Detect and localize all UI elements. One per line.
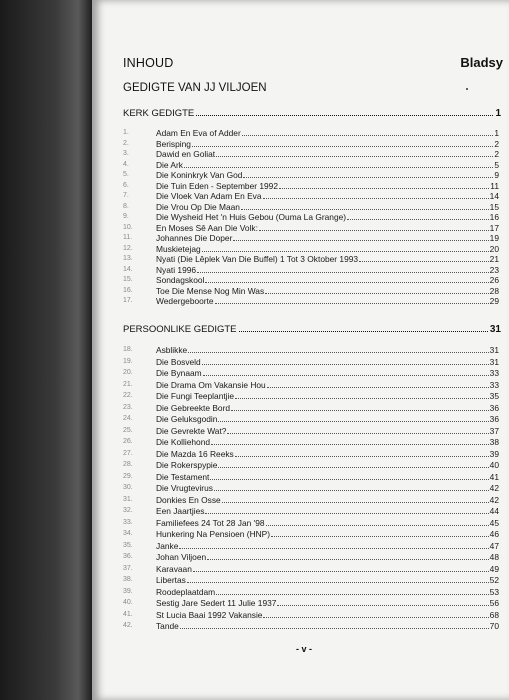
entry-title: Karavaan [156, 563, 192, 574]
entry-page: 17 [489, 222, 499, 233]
entry-title: Een Jaartjies [156, 506, 205, 516]
entry-title: Hunkering Na Pensioen (HNP) [156, 529, 271, 539]
dot-leader [242, 135, 494, 136]
entry-number: 13. [123, 255, 133, 262]
dot-leader [239, 331, 488, 332]
dot-leader [210, 479, 488, 480]
entry-page: 28 [489, 285, 499, 296]
entry-title: Roodeplaatdam [156, 586, 216, 597]
entry-number: 40. [123, 599, 133, 606]
entry-page: 20 [489, 243, 499, 254]
section-page: 1 [495, 108, 501, 119]
entry-number: 15. [123, 276, 133, 283]
entry-page: 5 [494, 159, 499, 170]
entry-title: Die Kolliehond [156, 437, 211, 447]
entry-number: 25. [123, 426, 133, 434]
entry-title: Die Ark [156, 159, 183, 170]
entry-title: Die Gevrekte Wat? [156, 425, 227, 436]
toc-entry [123, 380, 499, 390]
dot-leader [235, 398, 489, 399]
toc-entry [123, 610, 499, 620]
entry-page: 42 [489, 494, 499, 505]
toc-entry [123, 275, 499, 285]
entry-page: 36 [489, 402, 499, 413]
entry-title: Die Rokerspypie [156, 460, 218, 470]
book-spine-shadow [0, 0, 92, 700]
dot-leader [265, 293, 489, 294]
toc-entry [123, 233, 499, 243]
entry-number: 12. [123, 244, 133, 252]
toc-entry [123, 345, 499, 355]
entry-page: 35 [489, 391, 499, 401]
entry-page: 56 [489, 598, 499, 608]
dot-leader [279, 188, 489, 189]
entry-number: 9. [123, 213, 129, 220]
toc-entry [123, 621, 499, 631]
dot-leader [192, 146, 493, 147]
entry-title: Toe Die Mense Nog Min Was [156, 285, 265, 296]
section-heading [123, 105, 501, 119]
entry-page: 31 [489, 356, 499, 367]
entry-page: 53 [489, 586, 499, 597]
toc-entry [123, 541, 499, 551]
toc-entry [123, 598, 499, 608]
entry-page: 16 [489, 212, 499, 222]
dot-leader [259, 230, 489, 231]
toc-entry [123, 495, 499, 505]
toc-entry [123, 368, 499, 378]
entry-number: 18. [123, 346, 133, 353]
toc-entry [123, 160, 499, 170]
dot-leader [347, 219, 489, 220]
entry-page: 29 [489, 296, 499, 306]
entry-title: Muskietejag [156, 243, 201, 254]
entry-title: Die Bynaam [156, 368, 202, 378]
toc-entry [123, 181, 499, 191]
entry-number: 26. [123, 438, 133, 445]
toc-entry [123, 391, 499, 401]
dot-leader [241, 209, 489, 210]
entry-title: Familiefees 24 Tot 28 Jan '98 [156, 517, 265, 528]
toc-entry [123, 460, 499, 470]
toc-entry [123, 564, 499, 574]
entry-title: Donkies En Osse [156, 494, 221, 505]
entry-number: 5. [123, 171, 129, 178]
entry-number: 8. [123, 202, 129, 210]
toc-entry [123, 472, 499, 482]
toc-entry [123, 575, 499, 585]
entry-page: 38 [489, 437, 499, 447]
toc-entry [123, 414, 499, 424]
entry-title: Die Vrugtevirus [156, 483, 213, 493]
toc-entry [123, 529, 499, 539]
entry-number: 23. [123, 403, 133, 411]
entry-title: Sestig Jare Sedert 11 Julie 1937 [156, 598, 277, 608]
entry-page: 2 [494, 149, 499, 159]
entry-number: 24. [123, 415, 133, 422]
entry-number: 39. [123, 587, 133, 595]
entry-number: 4. [123, 160, 129, 168]
dot-leader [184, 167, 493, 168]
toc-entry [123, 202, 499, 212]
toc-heading: INHOUD [123, 56, 174, 70]
dot-leader [267, 387, 489, 388]
toc-entry [123, 403, 499, 413]
dot-leader [216, 594, 489, 595]
entry-page: 15 [489, 201, 499, 212]
entry-number: 16. [123, 286, 133, 294]
dot-leader [227, 433, 488, 434]
entry-page: 31 [489, 345, 499, 355]
dot-leader [202, 251, 489, 252]
dot-leader [202, 364, 489, 365]
toc-entry [123, 286, 499, 296]
dot-leader [207, 559, 489, 560]
toc-entry [123, 170, 499, 180]
entry-title: Die Gebreekte Bord [156, 402, 231, 413]
entry-page: 37 [489, 425, 499, 436]
dot-leader [218, 467, 488, 468]
entry-number: 29. [123, 472, 133, 480]
entry-page: 36 [489, 414, 499, 424]
entry-page: 39 [489, 448, 499, 459]
collection-title: GEDIGTE VAN JJ VILJOEN [123, 82, 267, 94]
section-title: PERSOONLIKE GEDIGTE [123, 324, 237, 335]
entry-title: Die Drama Om Vakansie Hou [156, 379, 266, 390]
entry-page: 14 [489, 191, 499, 201]
entry-page: 44 [489, 506, 499, 516]
entry-title: Die Vrou Op Die Maan [156, 201, 240, 212]
dot-leader [187, 582, 489, 583]
entry-number: 30. [123, 484, 133, 491]
toc-entry [123, 223, 499, 233]
entry-number: 1. [123, 129, 129, 136]
entry-title: Johan Viljoen [156, 552, 207, 562]
page-number-footer: - v - [296, 644, 313, 654]
toc-entry [123, 139, 499, 149]
entry-title: Die Bosveld [156, 356, 201, 367]
dot-leader [179, 548, 488, 549]
entry-title: Die Tuin Eden - September 1992 [156, 180, 278, 191]
dot-leader [211, 444, 489, 445]
entry-title: Berisping [156, 138, 191, 149]
toc-entry [123, 483, 499, 493]
entry-title: Die Koninkryk Van God [156, 170, 243, 180]
entry-page: 70 [489, 621, 499, 631]
entry-number: 6. [123, 181, 129, 189]
entry-number: 10. [123, 223, 133, 231]
entry-page: 33 [489, 368, 499, 378]
dot-leader [215, 303, 489, 304]
entry-title: Wedergeboorte [156, 296, 214, 306]
entry-number: 41. [123, 610, 133, 618]
entry-number: 7. [123, 192, 129, 199]
entry-number: 28. [123, 461, 133, 468]
entry-page: 40 [489, 460, 499, 470]
dot-leader [180, 628, 489, 629]
entry-title: Die Geluksgodin [156, 414, 218, 424]
dot-leader [233, 240, 488, 241]
entry-page: 45 [489, 517, 499, 528]
print-speck [466, 88, 468, 90]
dot-leader [235, 456, 489, 457]
entry-number: 36. [123, 553, 133, 560]
entry-number: 3. [123, 150, 129, 157]
toc-entry [123, 296, 499, 306]
toc-entry [123, 244, 499, 254]
section-heading [123, 321, 501, 335]
dot-leader [231, 410, 489, 411]
dot-leader [271, 536, 489, 537]
toc-entry [123, 265, 499, 275]
entry-number: 11. [123, 234, 133, 241]
dot-leader [216, 156, 493, 157]
toc-entry [123, 518, 499, 528]
section-page: 31 [489, 324, 501, 335]
entry-number: 37. [123, 564, 133, 572]
entry-page: 49 [489, 563, 499, 574]
entry-number: 35. [123, 541, 133, 549]
entry-page: 42 [489, 483, 499, 493]
entry-page: 21 [489, 254, 499, 264]
entry-title: Dawid en Goliat [156, 149, 216, 159]
toc-entry [123, 128, 499, 138]
dot-leader [205, 513, 488, 514]
entry-title: Die Vloek Van Adam En Eva [156, 191, 262, 201]
entry-title: En Moses Sê Aan Die Volk: [156, 222, 258, 233]
page-column-heading: Bladsy [460, 55, 503, 70]
entry-number: 2. [123, 139, 129, 147]
entry-page: 68 [489, 609, 499, 620]
toc-entry [123, 254, 499, 264]
entry-number: 42. [123, 622, 133, 629]
dot-leader [359, 261, 489, 262]
entry-page: 2 [494, 138, 499, 149]
toc-entry [123, 191, 499, 201]
entry-number: 38. [123, 576, 133, 583]
entry-title: Janke [156, 540, 179, 551]
entry-title: Libertas [156, 575, 186, 585]
entry-title: Asblikke [156, 345, 188, 355]
entry-page: 9 [494, 170, 499, 180]
entry-number: 27. [123, 449, 133, 457]
entry-title: Johannes Die Doper [156, 233, 233, 243]
toc-entry [123, 552, 499, 562]
entry-page: 33 [489, 379, 499, 390]
entry-title: St Lucia Baai 1992 Vakansie [156, 609, 263, 620]
entry-page: 46 [489, 529, 499, 539]
entry-page: 11 [490, 180, 499, 191]
dot-leader [188, 352, 488, 353]
dot-leader [214, 490, 489, 491]
entry-title: Tande [156, 621, 179, 631]
entry-page: 26 [489, 275, 499, 285]
dot-leader [197, 272, 489, 273]
entry-number: 31. [123, 495, 133, 503]
entry-number: 20. [123, 369, 133, 376]
entry-number: 32. [123, 507, 133, 514]
entry-title: Die Fungi Teeplantjie [156, 391, 235, 401]
dot-leader [222, 502, 489, 503]
entry-number: 33. [123, 518, 133, 526]
entry-page: 1 [494, 128, 499, 138]
entry-page: 47 [489, 540, 499, 551]
dot-leader [263, 617, 488, 618]
dot-leader [218, 421, 488, 422]
entry-title: Nyati (Die Lêplek Van Die Buffel) 1 Tot 3 Oktober 1993 [156, 254, 359, 264]
entry-page: 23 [489, 264, 499, 275]
entry-page: 19 [489, 233, 499, 243]
entry-page: 52 [489, 575, 499, 585]
section-title: KERK GEDIGTE [123, 108, 195, 119]
entry-title: Sondagskool [156, 275, 205, 285]
toc-header [123, 56, 503, 74]
toc-entry [123, 212, 499, 222]
toc-entry [123, 149, 499, 159]
dot-leader [263, 198, 489, 199]
toc-entry [123, 587, 499, 597]
entry-number: 34. [123, 530, 133, 537]
entry-number: 21. [123, 380, 133, 388]
dot-leader [203, 375, 489, 376]
dot-leader [193, 571, 489, 572]
toc-entry [123, 426, 499, 436]
entry-number: 17. [123, 297, 133, 304]
entry-title: Die Wysheid Het 'n Huis Gebou (Ouma La Grange) [156, 212, 347, 222]
entry-number: 19. [123, 357, 133, 365]
dot-leader [266, 525, 489, 526]
entry-number: 14. [123, 265, 133, 273]
dot-leader [277, 605, 488, 606]
entry-title: Die Mazda 16 Reeks [156, 448, 234, 459]
toc-entry [123, 437, 499, 447]
dot-leader [196, 115, 493, 116]
entry-title: Nyati 1996 [156, 264, 197, 275]
entry-title: Adam En Eva of Adder [156, 128, 241, 138]
dot-leader [243, 177, 493, 178]
toc-entry [123, 506, 499, 516]
entry-page: 48 [489, 552, 499, 562]
entry-title: Die Testament [156, 471, 210, 482]
toc-entry [123, 357, 499, 367]
toc-entry [123, 449, 499, 459]
entry-number: 22. [123, 392, 133, 399]
entry-page: 41 [489, 471, 499, 482]
dot-leader [205, 282, 488, 283]
